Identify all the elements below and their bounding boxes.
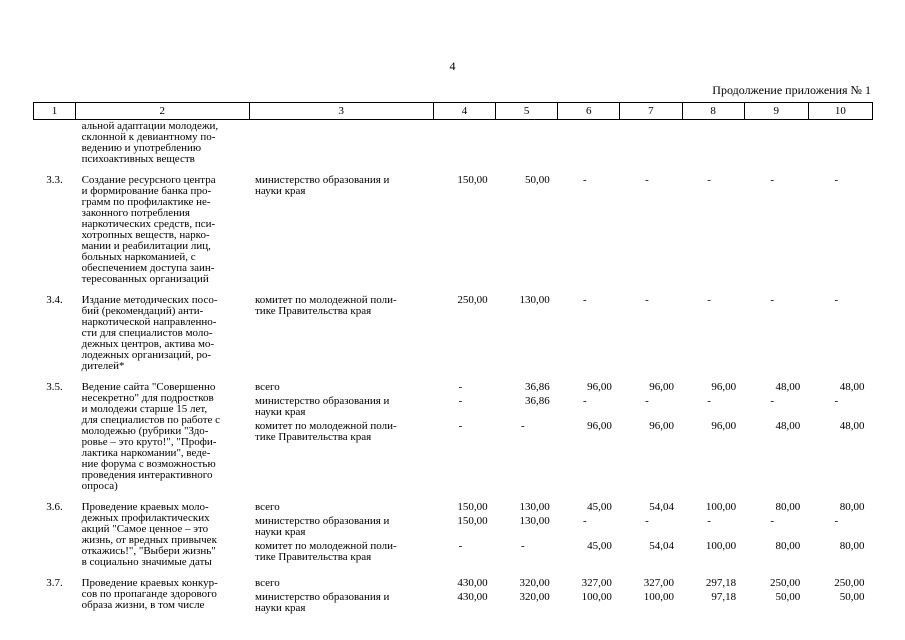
measure-name-line: жизнь, от вредных привычек — [81, 534, 217, 546]
measure-name — [76, 120, 249, 166]
funding-value: - — [520, 540, 525, 552]
funding-value: 50,00 — [775, 591, 801, 603]
funding-value: - — [458, 420, 463, 432]
funding-value-col-8 — [682, 576, 744, 614]
funding-value-col-4 — [433, 380, 495, 492]
executor-block — [255, 421, 429, 443]
row-spacer — [34, 285, 873, 293]
funding-value: 250,00 — [770, 577, 801, 589]
funding-value: 50,00 — [839, 591, 865, 603]
measure-name-line: дителей* — [81, 360, 125, 372]
measure-name-line: для специалистов по работе с — [81, 414, 221, 426]
funding-value: - — [520, 420, 525, 432]
executor-name-line: науки края — [255, 602, 306, 614]
funding-value: 80,00 — [839, 501, 865, 513]
funding-value: 150,00 — [457, 515, 488, 527]
measure-number — [34, 120, 76, 166]
measure-name-line: бий (рекомендаций) анти- — [81, 305, 204, 317]
funding-value: 250,00 — [834, 577, 865, 589]
row-spacer-cell — [34, 372, 873, 380]
program-table-container — [33, 102, 873, 614]
column-header-5: 5 — [496, 103, 558, 120]
table-body — [34, 120, 873, 615]
funding-value: 130,00 — [519, 501, 550, 513]
funding-value: 80,00 — [839, 540, 865, 552]
measure-name — [76, 293, 249, 372]
measure-name-line: и молодежи старше 15 лет, — [81, 403, 208, 415]
table-header-row — [34, 103, 873, 120]
funding-value: 150,00 — [457, 174, 488, 186]
funding-value: 36,86 — [524, 381, 550, 393]
funding-value-col-9 — [744, 120, 808, 166]
funding-value: 130,00 — [519, 515, 550, 527]
executor-cell — [249, 500, 433, 568]
funding-value: - — [834, 515, 839, 527]
funding-value: - — [645, 395, 649, 407]
funding-value: - — [770, 294, 775, 306]
measure-name-line: молодежью (рубрики "Здо- — [81, 425, 209, 437]
funding-value: 430,00 — [457, 591, 488, 603]
executor-block — [255, 578, 429, 589]
funding-value: 100,00 — [705, 540, 737, 552]
executor-name-line: всего — [255, 381, 280, 393]
funding-value: - — [834, 174, 839, 186]
funding-value-col-7 — [620, 500, 682, 568]
funding-value: 327,00 — [581, 577, 612, 589]
funding-value: - — [707, 174, 711, 186]
measure-name-line: дежных профилактических — [81, 512, 210, 524]
funding-value: 48,00 — [839, 420, 865, 432]
funding-value: 250,00 — [457, 294, 488, 306]
column-header-6: 6 — [558, 103, 620, 120]
funding-value-col-9 — [744, 500, 808, 568]
measure-name-line: альной адаптации молодежи, — [81, 120, 219, 132]
funding-value-col-7 — [620, 293, 682, 372]
measure-name-line: проведения интерактивного — [81, 469, 213, 481]
measure-name-line: Издание методических посо- — [81, 294, 218, 306]
row-spacer-cell — [34, 285, 873, 293]
funding-value: 48,00 — [775, 381, 801, 393]
appendix-continuation-label: Продолжение приложения № 1 — [712, 83, 871, 97]
table-row — [34, 500, 873, 568]
funding-value: 48,00 — [839, 381, 865, 393]
measure-name-line: Проведение краевых моло- — [81, 501, 209, 513]
funding-value: 45,00 — [587, 501, 612, 513]
executor-name-line: тике Правительства края — [255, 551, 372, 563]
funding-value: 100,00 — [581, 591, 612, 603]
funding-value: 130,00 — [519, 294, 550, 306]
column-header-7: 7 — [620, 103, 682, 120]
funding-value: 150,00 — [457, 501, 488, 513]
measure-name-line: обеспечением доступа заин- — [81, 262, 215, 274]
funding-value: 320,00 — [519, 591, 550, 603]
funding-value: 100,00 — [705, 501, 737, 513]
funding-value: - — [582, 395, 587, 407]
measure-name-line: мании и реабилитации лиц, — [81, 240, 211, 252]
measure-name — [76, 500, 249, 568]
funding-value: 48,00 — [775, 420, 801, 432]
funding-value: - — [707, 515, 711, 527]
funding-value: 45,00 — [587, 540, 612, 552]
funding-value-col-7 — [620, 576, 682, 614]
column-header-3: 3 — [249, 103, 433, 120]
measure-name-line: ние форума с возможностью — [81, 458, 216, 470]
executor-name-line: всего — [255, 577, 280, 589]
funding-value-col-9 — [744, 576, 808, 614]
funding-value: - — [834, 294, 839, 306]
funding-value-col-6 — [558, 500, 620, 568]
funding-value: - — [707, 294, 711, 306]
row-spacer — [34, 372, 873, 380]
funding-value-col-8 — [682, 380, 744, 492]
funding-value: 36,86 — [524, 395, 550, 407]
funding-value-col-10 — [808, 173, 872, 285]
funding-value-col-9 — [744, 293, 808, 372]
measure-name-line: наркотической направленно- — [81, 316, 217, 328]
funding-value: - — [458, 381, 463, 393]
page-number: 4 — [449, 59, 456, 73]
column-header-1: 1 — [34, 103, 76, 120]
funding-value: - — [582, 515, 587, 527]
funding-value: - — [582, 174, 587, 186]
measure-name-line: законного потребления — [81, 207, 190, 219]
table-row — [34, 576, 873, 614]
executor-block — [255, 175, 429, 197]
funding-value: 54,04 — [649, 540, 674, 552]
measure-name-line: ведению и употреблению — [81, 142, 202, 154]
funding-value: 97,18 — [711, 591, 737, 603]
funding-value: 100,00 — [643, 591, 674, 603]
funding-value: 96,00 — [587, 381, 612, 393]
measure-number: 3.5. — [46, 381, 63, 393]
funding-value-col-5 — [496, 173, 558, 285]
row-spacer — [34, 165, 873, 173]
funding-value-col-10 — [808, 380, 872, 492]
funding-value-col-9 — [744, 380, 808, 492]
funding-value: - — [582, 294, 587, 306]
funding-value-col-8 — [682, 500, 744, 568]
column-header-2: 2 — [76, 103, 249, 120]
table-row — [34, 380, 873, 492]
table-row — [34, 173, 873, 285]
executor-name-line: науки края — [255, 406, 306, 418]
funding-value-col-7 — [620, 173, 682, 285]
funding-value-col-9 — [744, 173, 808, 285]
executor-name-line: министерство образования и — [255, 395, 390, 407]
table-row — [34, 120, 873, 166]
executor-block — [255, 382, 429, 393]
executor-cell — [249, 173, 433, 285]
funding-value: 80,00 — [775, 501, 801, 513]
measure-name-line: лодежных организаций, ро- — [81, 349, 212, 361]
funding-value-col-5 — [496, 293, 558, 372]
funding-value: - — [770, 395, 775, 407]
measure-name-line: опроса) — [81, 480, 118, 492]
funding-value-col-5 — [496, 120, 558, 166]
funding-value-col-5 — [496, 500, 558, 568]
row-spacer-cell — [34, 492, 873, 500]
column-header-4: 4 — [433, 103, 495, 120]
funding-value: - — [458, 395, 463, 407]
table-row — [34, 293, 873, 372]
executor-name-line: комитет по молодежной поли- — [255, 540, 397, 552]
measure-name-line: образа жизни, в том числе — [81, 599, 205, 611]
funding-value-col-4 — [433, 293, 495, 372]
measure-name-line: тересованных организаций — [81, 273, 209, 285]
executor-name-line: комитет по молодежной поли- — [255, 294, 397, 306]
row-spacer — [34, 568, 873, 576]
executor-block — [255, 295, 429, 317]
measure-number: 3.3. — [46, 174, 63, 186]
funding-value-col-4 — [433, 576, 495, 614]
funding-value-col-7 — [620, 380, 682, 492]
executor-cell — [249, 293, 433, 372]
funding-value: 50,00 — [524, 174, 550, 186]
measure-name-line: больных наркоманией, с — [81, 251, 196, 263]
funding-value-col-8 — [682, 173, 744, 285]
row-spacer-cell — [34, 165, 873, 173]
measure-name-line: Создание ресурсного центра — [81, 174, 216, 186]
executor-name-line: тике Правительства края — [255, 305, 372, 317]
measure-name-line: хотропных веществ, нарко- — [81, 229, 210, 241]
funding-value-col-6 — [558, 380, 620, 492]
measure-name-line: сов по пропаганде здорового — [81, 588, 217, 600]
funding-value-col-10 — [808, 576, 872, 614]
measure-name-line: в социально значимые даты — [81, 556, 212, 568]
executor-cell — [249, 380, 433, 492]
measure-name — [76, 576, 249, 614]
executor-name-line: науки края — [255, 526, 306, 538]
measure-number: 3.4. — [46, 294, 63, 306]
measure-name-line: склонной к девиантному по- — [81, 131, 216, 143]
funding-value-col-10 — [808, 500, 872, 568]
funding-value: 96,00 — [587, 420, 612, 432]
measure-name-line: наркотических средств, пси- — [81, 218, 216, 230]
measure-name — [76, 173, 249, 285]
funding-value: 80,00 — [775, 540, 801, 552]
measure-name-line: Ведение сайта "Совершенно — [81, 381, 216, 393]
measure-name-line: ровье – это круто!", "Профи- — [81, 436, 217, 448]
executor-name-line: науки края — [255, 185, 306, 197]
executor-block — [255, 516, 429, 538]
funding-value: - — [458, 540, 463, 552]
funding-value: - — [770, 174, 775, 186]
funding-value-col-5 — [496, 380, 558, 492]
executor-name-line: комитет по молодежной поли- — [255, 420, 397, 432]
funding-value-col-6 — [558, 173, 620, 285]
funding-value-col-5 — [496, 576, 558, 614]
funding-value: - — [770, 515, 775, 527]
executor-name-line: министерство образования и — [255, 515, 390, 527]
row-spacer-cell — [34, 568, 873, 576]
executor-block — [255, 396, 429, 418]
executor-name-line: тике Правительства края — [255, 431, 372, 443]
measure-name-line: дежных центров, актива мо- — [81, 338, 215, 350]
funding-value-col-6 — [558, 293, 620, 372]
funding-value: 96,00 — [649, 420, 674, 432]
measure-number: 3.6. — [46, 501, 63, 513]
funding-value: - — [834, 395, 839, 407]
measure-name-line: грамм по профилактике не- — [81, 196, 211, 208]
funding-value-col-6 — [558, 120, 620, 166]
measure-name-line: Проведение краевых конкур- — [81, 577, 218, 589]
program-measures-table — [33, 102, 873, 614]
measure-name — [76, 380, 249, 492]
funding-value-col-10 — [808, 120, 872, 166]
funding-value: - — [645, 174, 649, 186]
row-spacer — [34, 492, 873, 500]
measure-name-line: и формирование банка про- — [81, 185, 212, 197]
measure-name-line: несекретно" для подростков — [81, 392, 214, 404]
funding-value-col-4 — [433, 173, 495, 285]
funding-value-col-8 — [682, 293, 744, 372]
funding-value: - — [707, 395, 711, 407]
funding-value-col-7 — [620, 120, 682, 166]
funding-value-col-8 — [682, 120, 744, 166]
funding-value-col-4 — [433, 120, 495, 166]
funding-value-col-4 — [433, 500, 495, 568]
funding-value-col-10 — [808, 293, 872, 372]
funding-value: - — [645, 515, 649, 527]
column-header-9: 9 — [744, 103, 808, 120]
funding-value: 430,00 — [457, 577, 488, 589]
funding-value: 320,00 — [519, 577, 550, 589]
executor-block — [255, 592, 429, 614]
measure-name-line: откажись!", "Выбери жизнь" — [81, 545, 216, 557]
column-header-10: 10 — [808, 103, 872, 120]
executor-name-line: всего — [255, 501, 280, 513]
measure-name-line: акций "Самое ценное – это — [81, 523, 209, 535]
measure-number: 3.7. — [46, 577, 63, 589]
executor-block — [255, 541, 429, 563]
measure-name-line: сти для специалистов моло- — [81, 327, 213, 339]
funding-value: 96,00 — [711, 420, 737, 432]
executor-name-line: министерство образования и — [255, 591, 390, 603]
funding-value: 297,18 — [705, 577, 737, 589]
executor-cell — [249, 576, 433, 614]
executor-block — [255, 502, 429, 513]
executor-name-line: министерство образования и — [255, 174, 390, 186]
column-header-8: 8 — [682, 103, 744, 120]
executor-cell — [249, 120, 433, 166]
funding-value-col-6 — [558, 576, 620, 614]
measure-name-line: психоактивных веществ — [81, 153, 195, 165]
funding-value: 327,00 — [643, 577, 674, 589]
funding-value: 54,04 — [649, 501, 674, 513]
funding-value: - — [645, 294, 649, 306]
funding-value: 96,00 — [649, 381, 674, 393]
funding-value: 96,00 — [711, 381, 737, 393]
measure-name-line: лактика наркомании", веде- — [81, 447, 211, 459]
